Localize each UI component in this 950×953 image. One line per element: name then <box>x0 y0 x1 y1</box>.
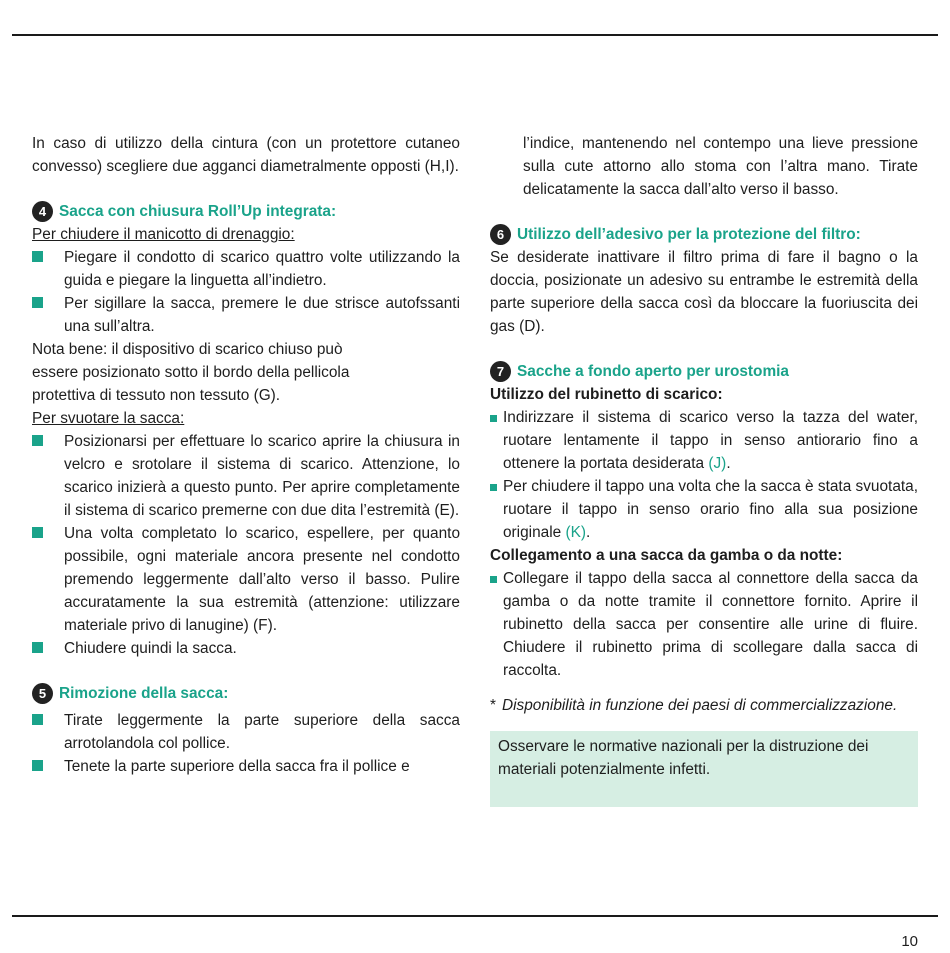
square-bullet-icon <box>32 251 43 262</box>
right-column <box>490 132 918 807</box>
removal-list <box>32 709 460 778</box>
section-5-number: 5 <box>32 683 53 704</box>
bag-connection-list <box>490 567 918 682</box>
left-column <box>32 132 460 778</box>
square-bullet-icon <box>490 484 497 491</box>
list-item: Indirizzare il sistema di scarico verso la tazza del water, ruotare lentamente il tappo in senso antiorario fino a ottenere la portata desiderata (J). <box>490 406 918 475</box>
footnote-asterisk: * <box>490 697 496 714</box>
close-drain-list <box>32 246 460 338</box>
section-5-title: Rimozione della sacca: <box>59 685 229 702</box>
page-number: 10 <box>901 933 918 950</box>
section-7-number: 7 <box>490 361 511 382</box>
filter-sticker-paragraph: Se desiderate inattivare il filtro prima di fare il bagno o la doccia, posizionate un adesivo su entrambe le estremità della parte superiore della sacca così da bloccare la fuoriuscita dei gas (D). <box>490 249 918 335</box>
bag-connection-label: Collegamento a una sacca da gamba o da notte: <box>490 547 843 564</box>
square-bullet-icon <box>32 760 43 771</box>
section-4-title: Sacca con chiusura Roll’Up integrata: <box>59 203 337 220</box>
section-5-heading <box>32 682 460 705</box>
square-bullet-icon <box>32 297 43 308</box>
nota-line: Nota bene: il dispositivo di scarico chiuso può <box>32 341 343 358</box>
section-7-heading <box>490 360 918 383</box>
belt-intro-paragraph: In caso di utilizzo della cintura (con un protettore cutaneo convesso) scegliere due agganci diametralmente opposti (H,I). <box>32 135 460 175</box>
tap-usage-label: Utilizzo del rubinetto di scarico: <box>490 386 723 403</box>
square-bullet-icon <box>32 714 43 725</box>
empty-bag-list <box>32 430 460 660</box>
square-bullet-icon <box>490 576 497 583</box>
square-bullet-icon <box>32 527 43 538</box>
figure-ref-j: (J) <box>708 455 727 472</box>
removal-continuation: l’indice, mantenendo nel contempo una lieve pressione sulla cute attorno allo stoma con l’altra mano. Tirate delicatamente la sacca dall’alto verso il basso. <box>523 135 918 198</box>
square-bullet-icon <box>32 435 43 446</box>
section-6-heading <box>490 223 918 246</box>
list-item: Piegare il condotto di scarico quattro volte utilizzando la guida e piegare la linguetta all’indietro. <box>32 246 460 292</box>
section-6-title: Utilizzo dell’adesivo per la protezione del filtro: <box>517 226 861 243</box>
square-bullet-icon <box>490 415 497 422</box>
list-item: Tirate leggermente la parte superiore della sacca arrotolandola col pollice. <box>32 709 460 755</box>
empty-bag-label: Per svuotare la sacca: <box>32 410 185 427</box>
square-bullet-icon <box>32 642 43 653</box>
nota-line: protettiva di tessuto non tessuto (G). <box>32 387 281 404</box>
section-4-heading <box>32 200 460 223</box>
availability-footnote: * Disponibilità in funzione dei paesi di commercializzazione. <box>490 694 918 717</box>
close-drain-label: Per chiudere il manicotto di drenaggio: <box>32 226 295 243</box>
list-item: Per sigillare la sacca, premere le due strisce autofssanti una sull’altra. <box>32 292 460 338</box>
nota-line: essere posizionato sotto il bordo della pellicola <box>32 364 350 381</box>
section-7-title: Sacche a fondo aperto per urostomia <box>517 363 789 380</box>
list-item: Collegare il tappo della sacca al connettore della sacca da gamba o da notte tramite il connettore fornito. Aprire il rubinetto della sacca per consentire alle urine di fluire. Chiudere il rubinetto prima di scollegare dalla sacca di raccolta. <box>490 567 918 682</box>
figure-ref-k: (K) <box>565 524 586 541</box>
disposal-notice-text: Osservare le normative nazionali per la distruzione dei materiali potenzialmente infetti. <box>498 738 869 778</box>
top-rule <box>12 34 938 36</box>
list-item: Chiudere quindi la sacca. <box>32 637 460 660</box>
list-item: Tenete la parte superiore della sacca fra il pollice e <box>32 755 460 778</box>
bottom-rule <box>12 915 938 917</box>
list-item: Una volta completato lo scarico, espellere, per quanto possibile, ogni materiale ancora presente nel condotto premendo leggermente dall’alto verso il basso. Pulire accuratamente la sua estremità (attenzione: utilizzare materiale privo di lanugine) (F). <box>32 522 460 637</box>
list-item: Per chiudere il tappo una volta che la sacca è stata svuotata, ruotare il tappo in senso orario fino alla sua posizione originale (K). <box>490 475 918 544</box>
list-item: Posizionarsi per effettuare lo scarico aprire la chiusura in velcro e srotolare il sistema di scarico. Attenzione, lo scarico inizierà a questo punto. Per aprire completamente il sistema di scarico premerne con due dita l’estremità (E). <box>32 430 460 522</box>
section-6-number: 6 <box>490 224 511 245</box>
disposal-notice-box <box>490 731 918 807</box>
section-4-number: 4 <box>32 201 53 222</box>
tap-usage-list <box>490 406 918 544</box>
